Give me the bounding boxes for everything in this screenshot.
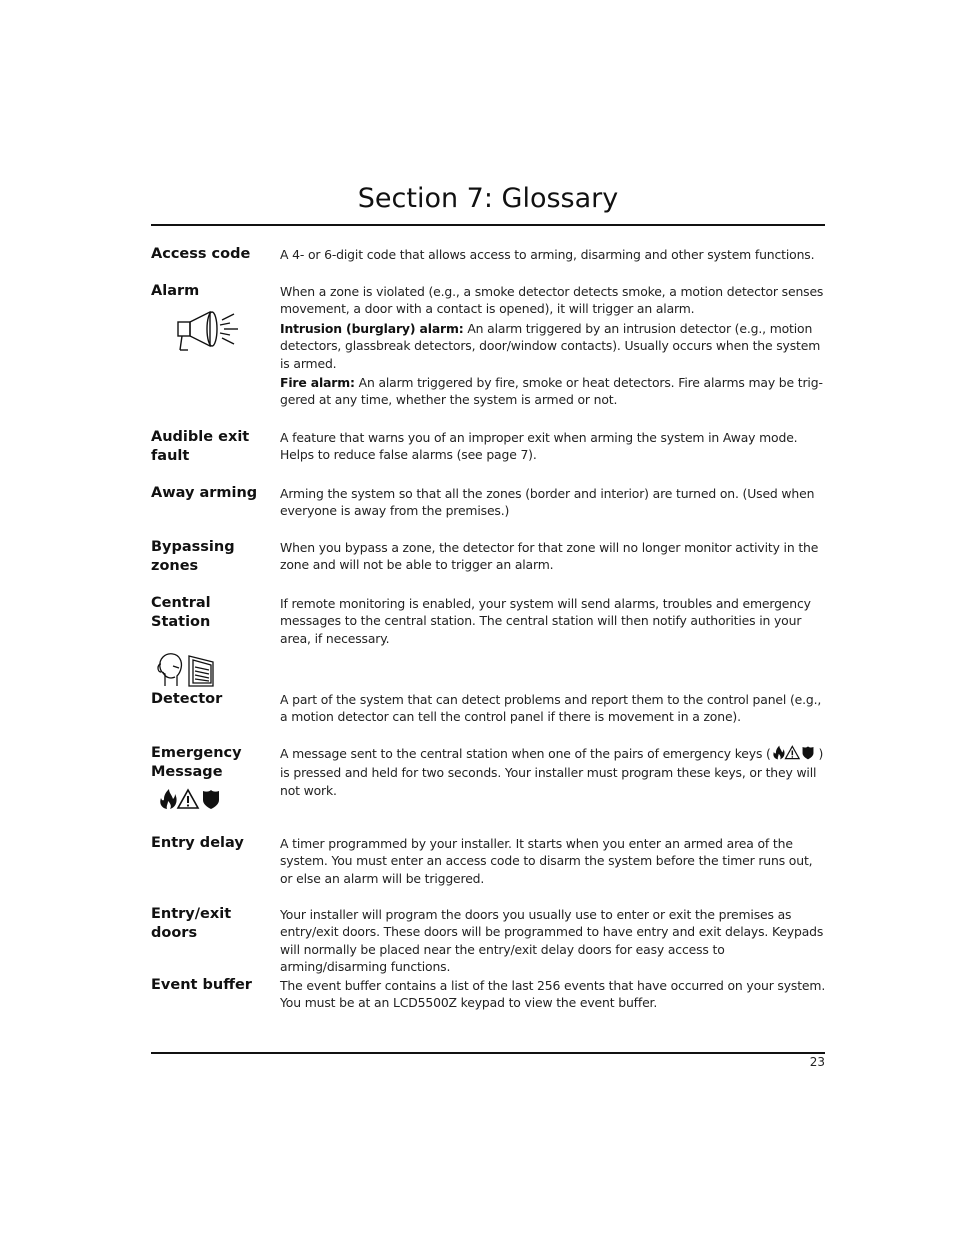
definition-detector: [280, 691, 826, 728]
central-station-operator-icon: [155, 652, 221, 693]
definition-text: Arming the system so that all the zones (border and interior) are turned on. (Used when everyone is away from the premises.): [280, 486, 815, 519]
term-entry-delay: Entry delay: [151, 835, 244, 851]
definition-text: A 4- or 6-digit code that allows access to arming, disarming and other system functions.: [280, 247, 815, 262]
term-detector: Detector: [151, 691, 223, 707]
term-access-code: Access code: [151, 246, 251, 262]
term-event-buffer: Event buffer: [151, 977, 252, 993]
definition-emergency-message: [280, 745, 826, 801]
definition-event-buffer: [280, 977, 826, 1014]
definition-away-arming: [280, 485, 826, 522]
definition-bypassing-zones: [280, 539, 826, 576]
definition-text-pre: A message sent to the central station when one of the pairs of emergency keys (: [280, 746, 771, 761]
page-number: 23: [809, 1055, 825, 1069]
definition-entry-exit-doors: [280, 906, 826, 978]
definition-text: When a zone is violated (e.g., a smoke detector detects smoke, a motion detector senses movement, a door with a contact is opened), it will trigger an alarm.: [280, 284, 824, 317]
sub-label: Fire alarm:: [280, 375, 355, 391]
definition-central-station: [280, 595, 826, 649]
definition-audible-exit-fault: [280, 429, 826, 466]
siren-icon: [172, 306, 244, 361]
sub-definition-intrusion: [280, 320, 826, 372]
definition-alarm: [280, 283, 826, 411]
term-audible-exit-fault: Audible exit fault: [151, 429, 250, 464]
emergency-keys-inline-icon: [771, 745, 815, 764]
page-title: Section 7: Glossary: [357, 183, 619, 214]
term-bypassing-zones: Bypassing zones: [151, 539, 235, 574]
definition-text: A timer programmed by your installer. It starts when you enter an armed area of the system. You must enter an access code to disarm the system before the timer runs out, or else an alarm will be triggered.: [280, 836, 813, 886]
definition-text: When you bypass a zone, the detector for that zone will no longer monitor activity in the zone and will not be able to trigger an alarm.: [280, 540, 819, 573]
footer-rule: [151, 1052, 825, 1054]
definition-text: A part of the system that can detect problems and report them to the control panel (e.g., a motion detector can tell the control panel if there is movement in a zone).: [280, 692, 822, 725]
sub-text: An alarm triggered by fire, smoke or heat detectors. Fire alarms may be trig-gered at any time, whether the system is armed or not.: [280, 375, 823, 408]
sub-label: Intrusion (burglary) alarm:: [280, 320, 464, 336]
title-rule: [151, 224, 825, 226]
definition-text: [280, 745, 826, 799]
emergency-keys-icon: [158, 788, 220, 815]
term-entry-exit-doors: Entry/exit doors: [151, 906, 232, 941]
definition-entry-delay: [280, 835, 826, 889]
term-emergency-message: Emergency Message: [151, 745, 242, 780]
definition-text: A feature that warns you of an improper exit when arming the system in Away mode. Helps to reduce false alarms (see page 7).: [280, 430, 798, 463]
definition-text: Your installer will program the doors you usually use to enter or exit the premises as entry/exit doors. These doors will be programmed to have entry and exit delays. Keypads will normally be placed near the entry/exit delay doors for easy access to arming/disarming functions.: [280, 907, 824, 975]
term-away-arming: Away arming: [151, 485, 258, 501]
definition-text: If remote monitoring is enabled, your system will send alarms, troubles and emergency messages to the central station. The central station will then notify authorities in your area, if necessary.: [280, 596, 811, 646]
term-central-station: Central Station: [151, 595, 211, 630]
term-alarm: Alarm: [151, 283, 200, 299]
definition-access-code: [280, 246, 826, 265]
sub-text: An alarm triggered by an intrusion detector (e.g., motion detectors, glassbreak detectors, door/window contacts). Usually occurs when the system is armed.: [280, 320, 821, 371]
definition-text-post: ) is pressed and held for two seconds. Your installer must program these keys, or they will not work.: [280, 746, 824, 798]
definition-text: The event buffer contains a list of the last 256 events that have occurred on your system. You must be at an LCD5500Z keypad to view the event buffer.: [280, 978, 826, 1011]
sub-definition-fire: [280, 374, 826, 409]
